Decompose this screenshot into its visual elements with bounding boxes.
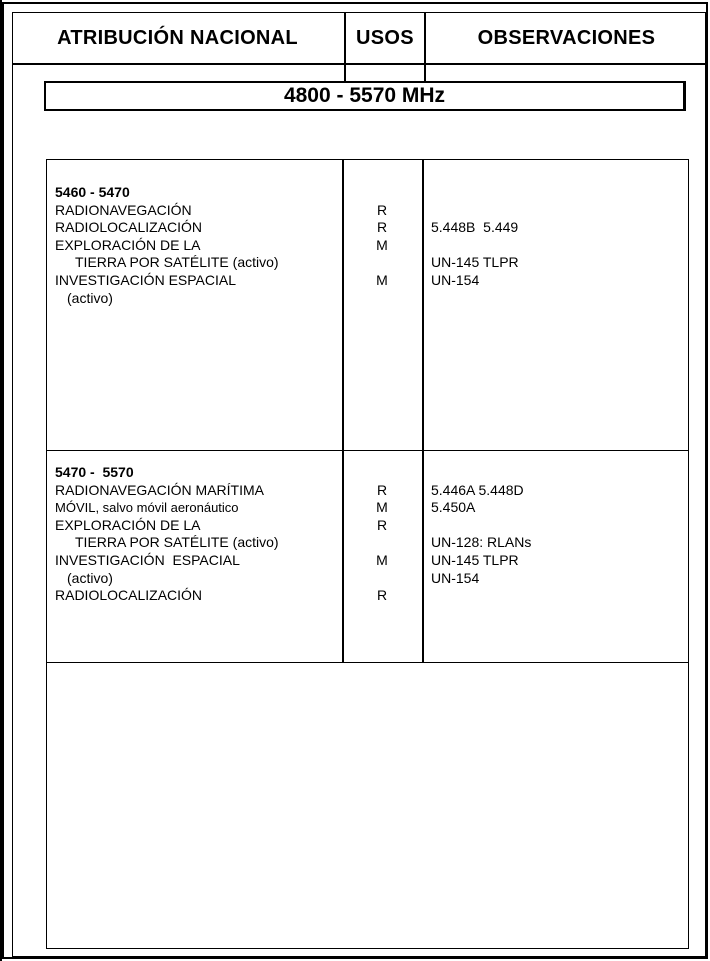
- observation: [431, 290, 681, 308]
- observation: UN-154: [431, 569, 480, 586]
- allocation-service: TIERRA POR SATÉLITE (activo): [75, 534, 279, 551]
- allocation-service: MÓVIL, salvo móvil aeronáutico: [55, 500, 239, 516]
- table-row: [47, 450, 688, 663]
- observation: [431, 517, 681, 535]
- use-code: M: [376, 271, 388, 288]
- page-frame: [2, 2, 708, 959]
- observation: UN-145 TLPR: [431, 551, 519, 568]
- header-observaciones: OBSERVACIONES: [424, 13, 707, 63]
- frequency-band-title: 4800 - 5570 MHz: [44, 81, 686, 111]
- header-divider-1: [344, 63, 346, 81]
- observations-cell: [431, 464, 681, 605]
- allocation-service: TIERRA POR SATÉLITE (activo): [75, 254, 279, 271]
- allocation-table: [46, 159, 689, 949]
- observation: [431, 202, 681, 220]
- allocation-service: RADIONAVEGACIÓN MARÍTIMA: [55, 481, 264, 498]
- observation: [431, 587, 681, 605]
- use-code: R: [376, 219, 388, 236]
- allocation-cell: [55, 464, 340, 605]
- header-divider-2: [424, 63, 426, 81]
- use-code: M: [376, 551, 388, 568]
- allocation-cell: [55, 184, 340, 307]
- allocation-service: RADIONAVEGACIÓN: [55, 201, 192, 218]
- use-code: R: [376, 587, 388, 604]
- table-row: [47, 160, 688, 451]
- allocation-service: INVESTIGACIÓN ESPACIAL: [55, 551, 240, 568]
- use-code: [347, 534, 417, 552]
- uses-cell: [347, 464, 417, 605]
- use-code: R: [376, 481, 388, 498]
- observation: UN-145 TLPR: [431, 254, 519, 271]
- spacer: [431, 464, 681, 482]
- use-code: M: [376, 236, 388, 253]
- header-atribucion-nacional: ATRIBUCIÓN NACIONAL: [57, 26, 298, 49]
- allocation-service: RADIOLOCALIZACIÓN: [55, 219, 203, 236]
- spacer: [347, 464, 417, 482]
- header-usos: USOS: [344, 13, 424, 63]
- observation: [431, 237, 681, 255]
- observation: 5.450A: [431, 499, 476, 516]
- frequency-range: 5470 - 5570: [55, 464, 134, 480]
- allocation-service: EXPLORACIÓN DE LA: [55, 236, 201, 253]
- allocation-service: (activo): [67, 289, 113, 306]
- table-row-empty: [47, 662, 688, 948]
- use-code: [347, 570, 417, 588]
- spacer: [347, 184, 417, 202]
- observation: 5.448B 5.449: [431, 219, 519, 236]
- use-code: R: [376, 201, 388, 218]
- allocation-service: INVESTIGACIÓN ESPACIAL: [55, 271, 237, 288]
- uses-cell: [347, 184, 417, 307]
- observation: UN-128: RLANs: [431, 534, 532, 551]
- use-code: [347, 290, 417, 308]
- use-code: M: [376, 499, 388, 516]
- allocation-service: EXPLORACIÓN DE LA: [55, 516, 201, 533]
- content-frame: [12, 12, 706, 957]
- observation: UN-154: [431, 271, 480, 288]
- observations-cell: [431, 184, 681, 307]
- allocation-service: RADIOLOCALIZACIÓN: [55, 587, 203, 604]
- use-code: R: [376, 516, 388, 533]
- frequency-range: 5460 - 5470: [55, 184, 130, 200]
- table-header: [13, 13, 705, 65]
- allocation-service: (activo): [67, 569, 113, 586]
- spacer: [431, 184, 681, 202]
- use-code: [347, 254, 417, 272]
- observation: 5.446A 5.448D: [431, 481, 524, 498]
